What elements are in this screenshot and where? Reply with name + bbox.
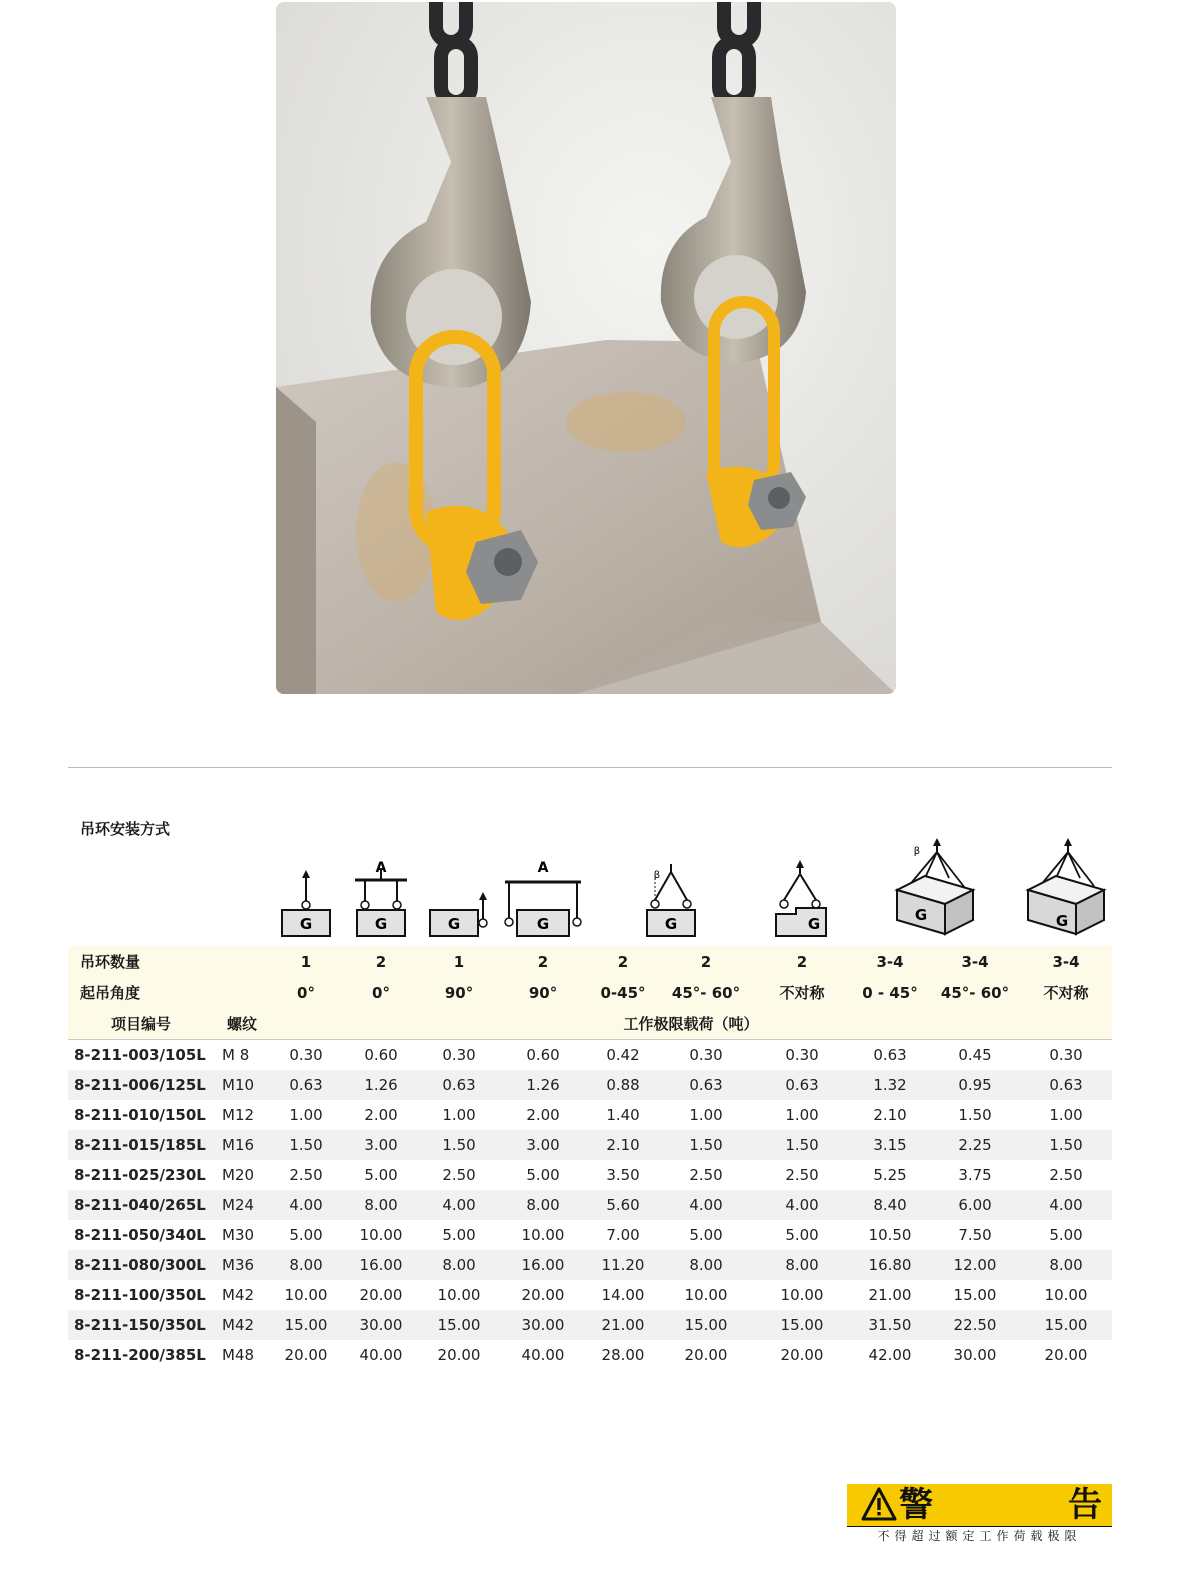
- load-value: 1.50: [754, 1130, 850, 1160]
- angle-cell: 90°: [498, 977, 588, 1008]
- table-row: [68, 1280, 1112, 1310]
- load-value: 16.80: [850, 1250, 930, 1280]
- four-leg-0-45-icon: [850, 770, 1020, 946]
- load-value: 5.00: [754, 1220, 850, 1250]
- load-value: 8.00: [754, 1250, 850, 1280]
- thread-size: M16: [214, 1130, 270, 1160]
- table-row: [68, 1160, 1112, 1190]
- load-value: 3.00: [342, 1130, 420, 1160]
- load-value: 1.32: [850, 1070, 930, 1100]
- load-value: 0.60: [498, 1040, 588, 1071]
- load-value: 4.00: [270, 1190, 342, 1220]
- two-leg-asymmetric-icon: [754, 770, 850, 946]
- load-value: 10.00: [420, 1280, 498, 1310]
- load-value: 4.00: [420, 1190, 498, 1220]
- load-value: 20.00: [658, 1340, 754, 1370]
- load-value: 2.50: [270, 1160, 342, 1190]
- load-value: 1.50: [658, 1130, 754, 1160]
- load-value: 10.50: [850, 1220, 930, 1250]
- count-cell: 2: [658, 946, 754, 977]
- double-side-90-beam-icon: [498, 770, 588, 946]
- warning-title-right: 告: [1068, 1485, 1102, 1525]
- load-value: 0.30: [658, 1040, 754, 1071]
- load-value: 2.25: [930, 1130, 1020, 1160]
- item-code: 8-211-015/185L: [68, 1130, 214, 1160]
- load-value: 2.00: [342, 1100, 420, 1130]
- angle-cell: 0°: [270, 977, 342, 1008]
- load-value: 40.00: [342, 1340, 420, 1370]
- count-label: 吊环数量: [68, 946, 214, 977]
- load-value: 7.00: [588, 1220, 658, 1250]
- load-value: 5.00: [270, 1220, 342, 1250]
- load-value: 10.00: [658, 1280, 754, 1310]
- load-value: 3.50: [588, 1160, 658, 1190]
- thread-size: M10: [214, 1070, 270, 1100]
- table-row: [68, 1220, 1112, 1250]
- table-row: [68, 1190, 1112, 1220]
- item-code: 8-211-200/385L: [68, 1340, 214, 1370]
- load-value: 0.42: [588, 1040, 658, 1071]
- load-value: 15.00: [754, 1310, 850, 1340]
- load-value: 8.00: [658, 1250, 754, 1280]
- item-code: 8-211-006/125L: [68, 1070, 214, 1100]
- icon-row: [68, 770, 1112, 946]
- item-code: 8-211-040/265L: [68, 1190, 214, 1220]
- count-cell: 1: [270, 946, 342, 977]
- count-cell: 2: [342, 946, 420, 977]
- load-value: 7.50: [930, 1220, 1020, 1250]
- load-value: 10.00: [754, 1280, 850, 1310]
- item-code: 8-211-100/350L: [68, 1280, 214, 1310]
- load-value: 0.63: [850, 1040, 930, 1071]
- load-value: 0.45: [930, 1040, 1020, 1071]
- load-value: 1.00: [420, 1100, 498, 1130]
- angle-cell: 0-45°: [588, 977, 658, 1008]
- load-value: 1.50: [420, 1130, 498, 1160]
- svg-text:G: G: [664, 915, 678, 933]
- item-code: 8-211-025/230L: [68, 1160, 214, 1190]
- load-value: 0.30: [754, 1040, 850, 1071]
- load-value: 0.30: [420, 1040, 498, 1071]
- load-value: 15.00: [420, 1310, 498, 1340]
- double-vertical-beam-icon: [342, 770, 420, 946]
- load-value: 30.00: [930, 1340, 1020, 1370]
- angle-cell: 45°- 60°: [658, 977, 754, 1008]
- load-value: 40.00: [498, 1340, 588, 1370]
- svg-text:G: G: [914, 906, 928, 924]
- load-value: 15.00: [1020, 1310, 1112, 1340]
- code-header: 项目编号: [68, 1008, 214, 1040]
- thread-size: M 8: [214, 1040, 270, 1071]
- svg-text:β: β: [653, 870, 661, 881]
- table-top-rule: [68, 767, 1112, 768]
- load-table: [68, 770, 1112, 1370]
- load-value: 20.00: [1020, 1340, 1112, 1370]
- load-value: 16.00: [342, 1250, 420, 1280]
- count-cell: 3-4: [930, 946, 1020, 977]
- load-value: 42.00: [850, 1340, 930, 1370]
- count-cell: 1: [420, 946, 498, 977]
- load-value: 0.30: [270, 1040, 342, 1071]
- load-value: 21.00: [850, 1280, 930, 1310]
- thread-size: M48: [214, 1340, 270, 1370]
- angle-cell: 0°: [342, 977, 420, 1008]
- load-value: 5.00: [342, 1160, 420, 1190]
- load-value: 12.00: [930, 1250, 1020, 1280]
- load-value: 28.00: [588, 1340, 658, 1370]
- load-value: 31.50: [850, 1310, 930, 1340]
- table-row: [68, 1100, 1112, 1130]
- svg-text:G: G: [536, 915, 550, 933]
- table-row: [68, 1040, 1112, 1071]
- load-value: 5.25: [850, 1160, 930, 1190]
- load-value: 5.00: [420, 1220, 498, 1250]
- svg-text:G: G: [374, 915, 388, 933]
- load-value: 1.00: [270, 1100, 342, 1130]
- thread-size: M12: [214, 1100, 270, 1130]
- load-value: 30.00: [342, 1310, 420, 1340]
- svg-text:G: G: [447, 915, 461, 933]
- load-value: 5.00: [658, 1220, 754, 1250]
- load-value: 0.63: [754, 1070, 850, 1100]
- load-value: 30.00: [498, 1310, 588, 1340]
- angle-label: 起吊角度: [68, 977, 214, 1008]
- load-value: 8.00: [270, 1250, 342, 1280]
- table-row: [68, 1250, 1112, 1280]
- load-value: 0.63: [658, 1070, 754, 1100]
- load-value: 20.00: [498, 1280, 588, 1310]
- angle-cell: 90°: [420, 977, 498, 1008]
- lifting-hooks-photo: [276, 2, 896, 694]
- load-value: 2.50: [1020, 1160, 1112, 1190]
- load-value: 3.00: [498, 1130, 588, 1160]
- load-value: 10.00: [1020, 1280, 1112, 1310]
- load-value: 0.63: [270, 1070, 342, 1100]
- load-value: 4.00: [658, 1190, 754, 1220]
- load-value: 0.63: [1020, 1070, 1112, 1100]
- thread-size: M20: [214, 1160, 270, 1190]
- load-value: 1.40: [588, 1100, 658, 1130]
- angle-cell: 45°- 60°: [930, 977, 1020, 1008]
- load-value: 2.00: [498, 1100, 588, 1130]
- item-code: 8-211-003/105L: [68, 1040, 214, 1071]
- load-value: 5.00: [498, 1160, 588, 1190]
- load-value: 1.50: [270, 1130, 342, 1160]
- item-code: 8-211-050/340L: [68, 1220, 214, 1250]
- thread-size: M42: [214, 1310, 270, 1340]
- load-value: 20.00: [270, 1340, 342, 1370]
- count-cell: 2: [588, 946, 658, 977]
- product-photo: [276, 2, 896, 694]
- svg-text:G: G: [807, 915, 821, 933]
- load-value: 10.00: [498, 1220, 588, 1250]
- angle-cell: 不对称: [754, 977, 850, 1008]
- count-cell: 2: [498, 946, 588, 977]
- load-value: 2.50: [754, 1160, 850, 1190]
- load-value: 10.00: [270, 1280, 342, 1310]
- load-value: 8.00: [342, 1190, 420, 1220]
- load-value: 1.50: [1020, 1130, 1112, 1160]
- table-row: [68, 1130, 1112, 1160]
- install-label: 吊环安装方式: [80, 820, 171, 838]
- thread-header: 螺纹: [214, 1008, 270, 1040]
- two-leg-0-45-icon: [588, 770, 754, 946]
- load-value: 5.00: [1020, 1220, 1112, 1250]
- load-value: 14.00: [588, 1280, 658, 1310]
- load-value: 1.00: [1020, 1100, 1112, 1130]
- load-value: 4.00: [1020, 1190, 1112, 1220]
- item-code: 8-211-080/300L: [68, 1250, 214, 1280]
- svg-text:G: G: [1055, 912, 1069, 930]
- load-value: 8.00: [1020, 1250, 1112, 1280]
- load-value: 15.00: [658, 1310, 754, 1340]
- four-leg-asymmetric-icon: [1020, 770, 1112, 946]
- count-cell: 3-4: [1020, 946, 1112, 977]
- svg-text:β: β: [913, 846, 921, 857]
- load-value: 5.60: [588, 1190, 658, 1220]
- load-value: 20.00: [754, 1340, 850, 1370]
- count-row: [68, 946, 1112, 977]
- single-side-90-icon: [420, 770, 498, 946]
- load-value: 1.50: [930, 1100, 1020, 1130]
- load-value: 0.30: [1020, 1040, 1112, 1071]
- load-value: 1.00: [754, 1100, 850, 1130]
- table-row: [68, 1310, 1112, 1340]
- box-letter: G: [299, 915, 313, 933]
- load-value: 8.40: [850, 1190, 930, 1220]
- load-value: 15.00: [270, 1310, 342, 1340]
- load-value: 1.26: [498, 1070, 588, 1100]
- thread-size: M30: [214, 1220, 270, 1250]
- load-value: 0.60: [342, 1040, 420, 1071]
- load-value: 3.75: [930, 1160, 1020, 1190]
- warning-triangle-icon: [861, 1487, 897, 1521]
- count-cell: 3-4: [850, 946, 930, 977]
- load-value: 21.00: [588, 1310, 658, 1340]
- wll-header: 工作极限载荷（吨）: [270, 1008, 1112, 1040]
- load-value: 11.20: [588, 1250, 658, 1280]
- load-value: 4.00: [754, 1190, 850, 1220]
- load-value: 1.00: [658, 1100, 754, 1130]
- load-value: 20.00: [342, 1280, 420, 1310]
- svg-text:A: A: [375, 860, 387, 876]
- angle-row: [68, 977, 1112, 1008]
- load-value: 10.00: [342, 1220, 420, 1250]
- load-value: 2.50: [420, 1160, 498, 1190]
- load-value: 20.00: [420, 1340, 498, 1370]
- load-value: 2.10: [850, 1100, 930, 1130]
- svg-text:A: A: [537, 860, 549, 876]
- load-value: 22.50: [930, 1310, 1020, 1340]
- table-row: [68, 1070, 1112, 1100]
- warning-title-left: 警: [899, 1485, 933, 1525]
- item-code: 8-211-150/350L: [68, 1310, 214, 1340]
- count-cell: 2: [754, 946, 850, 977]
- table-row: [68, 1340, 1112, 1370]
- load-value: 3.15: [850, 1130, 930, 1160]
- load-value: 2.50: [658, 1160, 754, 1190]
- load-value: 6.00: [930, 1190, 1020, 1220]
- load-value: 0.95: [930, 1070, 1020, 1100]
- thread-size: M24: [214, 1190, 270, 1220]
- warning-badge: [847, 1484, 1112, 1544]
- single-vertical-icon: [270, 770, 342, 946]
- load-value: 8.00: [420, 1250, 498, 1280]
- load-value: 15.00: [930, 1280, 1020, 1310]
- warning-subtitle: 不得超过额定工作荷载极限: [847, 1526, 1112, 1545]
- load-value: 1.26: [342, 1070, 420, 1100]
- item-code: 8-211-010/150L: [68, 1100, 214, 1130]
- angle-cell: 0 - 45°: [850, 977, 930, 1008]
- load-value: 0.88: [588, 1070, 658, 1100]
- load-value: 16.00: [498, 1250, 588, 1280]
- load-value: 0.63: [420, 1070, 498, 1100]
- load-value: 2.10: [588, 1130, 658, 1160]
- column-header-row: [68, 1008, 1112, 1040]
- thread-size: M42: [214, 1280, 270, 1310]
- load-value: 8.00: [498, 1190, 588, 1220]
- angle-cell: 不对称: [1020, 977, 1112, 1008]
- thread-size: M36: [214, 1250, 270, 1280]
